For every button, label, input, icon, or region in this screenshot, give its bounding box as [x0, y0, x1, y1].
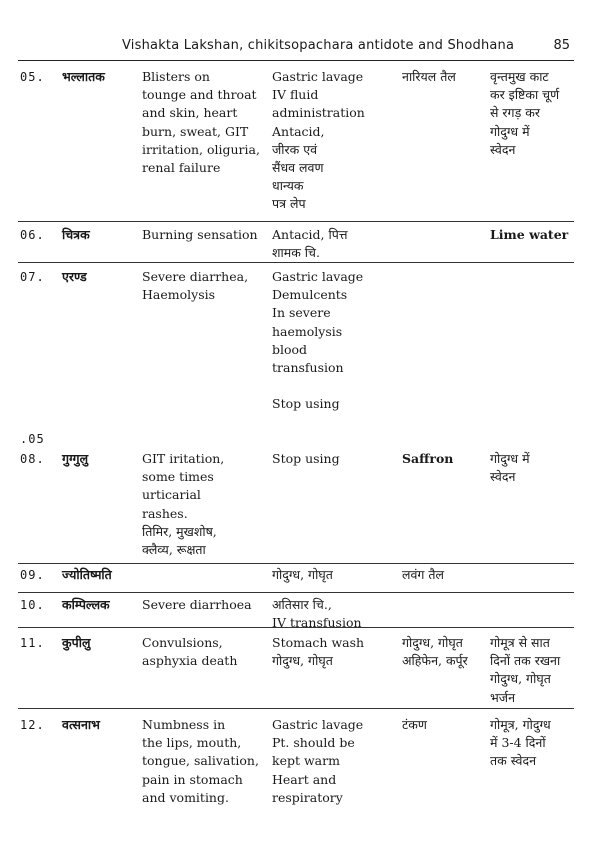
symptoms-line: some times — [142, 469, 214, 485]
drug-name: कम्पिल्लक — [62, 597, 110, 612]
row-divider — [18, 592, 574, 593]
symptoms-line: the lips, mouth, — [142, 735, 242, 751]
treatment-line: धान्यक — [272, 178, 304, 194]
shodhana-line: गोमूत्र, गोदुग्ध — [490, 717, 551, 732]
symptoms-line: and vomiting. — [142, 789, 229, 805]
antidote-line: अहिफेन, कर्पूर — [402, 653, 468, 669]
shodhana-line: गोदुग्ध, गोघृत — [490, 671, 551, 687]
row-prefix: .05 — [20, 432, 45, 446]
row-divider — [18, 221, 574, 222]
treatment-line: haemolysis — [272, 323, 343, 339]
treatment-line: Heart and — [272, 771, 337, 787]
drug-name: कुपीलु — [62, 635, 91, 650]
treatment-line: गोदुग्ध, गोघृत — [272, 567, 333, 582]
treatment-line: शामक चि. — [272, 245, 320, 261]
symptoms-line: urticarial — [142, 487, 201, 503]
symptoms-line: तिमिर, मुखशोष, — [142, 523, 217, 539]
treatment-line: administration — [272, 105, 365, 121]
symptoms-line: rashes. — [142, 505, 188, 521]
antidote-line: गोदुग्ध, गोघृत — [402, 635, 463, 650]
treatment-line: IV transfusion — [272, 615, 362, 631]
row-number: 05. — [20, 70, 45, 84]
shodhana-line: गोमूत्र से सात — [490, 635, 550, 650]
symptoms-line: क्लैव्य, रूक्षता — [142, 542, 206, 557]
treatment-line: Antacid, पित्त — [272, 227, 348, 242]
symptoms-line: burn, sweat, GIT — [142, 123, 249, 139]
treatment-line: पत्र लेप — [272, 196, 306, 212]
treatment-line: Antacid, — [272, 123, 325, 139]
drug-name: गुग्गुलु — [62, 451, 89, 466]
row-number: 08. — [20, 452, 45, 466]
symptoms-line: renal failure — [142, 160, 221, 175]
drug-name: चित्रक — [62, 227, 90, 242]
symptoms-line: GIT iritation, — [142, 451, 225, 466]
symptoms-line: Haemolysis — [142, 287, 216, 303]
treatment-line: transfusion — [272, 360, 344, 375]
row-number: 09. — [20, 568, 45, 582]
treatment-line: Gastric lavage — [272, 269, 364, 284]
treatment-line: Stop using — [272, 396, 340, 412]
symptoms-line: Burning sensation — [142, 227, 258, 242]
treatment-line: Stomach wash — [272, 635, 365, 650]
symptoms-line: and skin, heart — [142, 105, 238, 121]
drug-name: वत्सनाभ — [62, 717, 100, 732]
symptoms-line: Blisters on — [142, 69, 210, 84]
row-number: 07. — [20, 270, 45, 284]
treatment-line: respiratory — [272, 789, 343, 805]
treatment-line: Demulcents — [272, 287, 348, 303]
drug-name: भल्लातक — [62, 69, 105, 84]
antidote-line: नारियल तैल — [402, 69, 456, 84]
page-number: 85 — [553, 38, 570, 53]
antidote-line: लवंग तैल — [402, 567, 445, 582]
shodhana-line: स्वेदन — [490, 469, 516, 485]
shodhana-line: गोदुग्ध में — [490, 123, 530, 139]
shodhana-line: तक स्वेदन — [490, 753, 537, 769]
symptoms-line: Severe diarrhoea — [142, 597, 252, 612]
treatment-line: In severe — [272, 305, 331, 321]
symptoms-line: pain in stomach — [142, 771, 243, 787]
shodhana-line: भर्जन — [490, 689, 516, 705]
shodhana-line: वृन्तमुख काट — [490, 69, 549, 84]
treatment-line: IV fluid — [272, 87, 319, 103]
row-divider — [18, 708, 574, 709]
symptoms-line: Numbness in — [142, 717, 226, 732]
treatment-line: जीरक एवं — [272, 141, 318, 157]
shodhana-line: कर इष्टिका चूर्ण — [490, 87, 560, 103]
treatment-line: Pt. should be — [272, 735, 355, 751]
antidote-line: Saffron — [402, 451, 454, 466]
symptoms-line: Convulsions, — [142, 635, 223, 650]
treatment-line: kept warm — [272, 753, 340, 769]
antidote-line: टंकण — [402, 717, 427, 732]
symptoms-line: asphyxia death — [142, 653, 238, 669]
shodhana-line: में 3-4 दिनों — [490, 735, 546, 751]
row-number: 10. — [20, 598, 45, 612]
symptoms-line: irritation, oliguria, — [142, 141, 260, 157]
symptoms-line: tongue, salivation, — [142, 753, 259, 769]
drug-name: एरण्ड — [62, 269, 87, 284]
symptoms-line: tounge and throat — [142, 87, 257, 103]
row-number: 06. — [20, 228, 45, 242]
shodhana-line: से रगड़ कर — [490, 105, 540, 121]
symptoms-line: Severe diarrhea, — [142, 269, 249, 284]
treatment-line: blood — [272, 341, 308, 357]
row-number: 11. — [20, 636, 45, 650]
shodhana-line: गोदुग्ध में — [490, 451, 530, 466]
treatment-line: गोदुग्ध, गोघृत — [272, 653, 333, 669]
drug-name: ज्योतिष्मति — [62, 567, 112, 582]
row-number: 12. — [20, 718, 45, 732]
treatment-line: अतिसार चि., — [272, 597, 332, 612]
treatment-line: Gastric lavage — [272, 69, 364, 84]
shodhana-line: स्वेदन — [490, 141, 516, 157]
page-header — [18, 38, 574, 61]
running-title: Vishakta Lakshan, chikitsopachara antidote and Shodhana — [122, 38, 515, 53]
row-divider — [18, 563, 574, 564]
shodhana-line: दिनों तक रखना — [490, 653, 561, 669]
treatment-line: Stop using — [272, 451, 340, 466]
treatment-line: Gastric lavage — [272, 717, 364, 732]
treatment-line: सैंधव लवण — [272, 160, 324, 175]
shodhana-line: Lime water — [490, 227, 569, 242]
